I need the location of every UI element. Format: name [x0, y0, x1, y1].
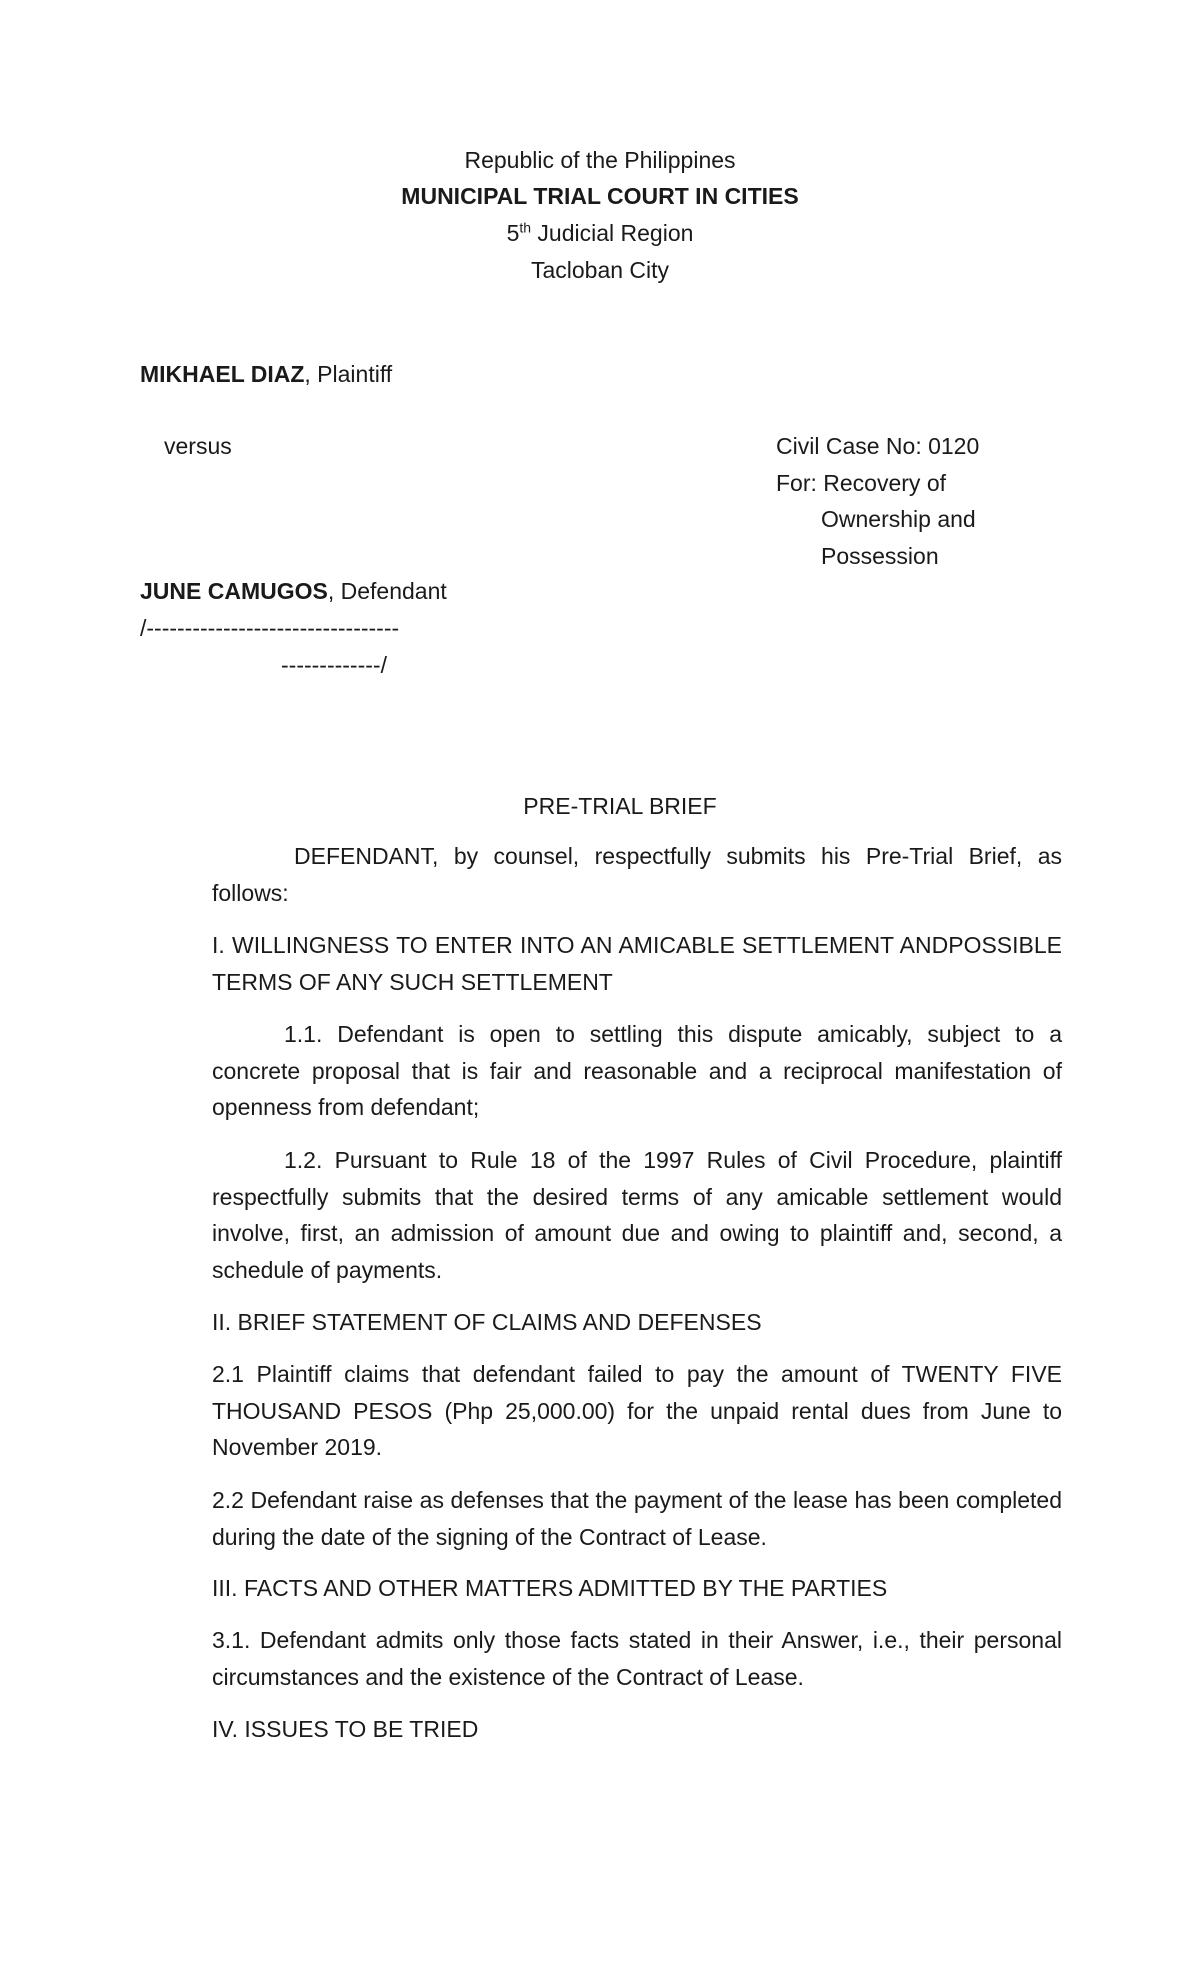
plaintiff-name: MIKHAEL DIAZ	[140, 361, 305, 387]
intro-paragraph: DEFENDANT, by counsel, respectfully submits his Pre-Trial Brief, as follows:	[212, 843, 1062, 906]
plaintiff-role: , Plaintiff	[304, 361, 393, 387]
paragraph-1-1: 1.1. Defendant is open to settling this dispute amicably, subject to a concrete proposal that is fair and reasonable and a reciprocal manifestation of openness from defendant;	[212, 1021, 1062, 1120]
section-1-heading: I. WILLINGNESS TO ENTER INTO AN AMICABLE SETTLEMENT ANDPOSSIBLE TERMS OF ANY SUCH SETTLEMENT	[212, 932, 1062, 995]
versus-label: versus	[164, 433, 232, 459]
republic-line: Republic of the Philippines	[464, 147, 736, 173]
region-number: 5	[506, 220, 520, 246]
case-for-line1: For: Recovery of	[776, 469, 946, 496]
case-details	[776, 428, 979, 574]
caption-divider-1: /---------------------------------	[140, 615, 400, 641]
region-suffix: th	[519, 219, 532, 236]
case-number: Civil Case No: 0120	[776, 433, 980, 459]
paragraph-1-2: 1.2. Pursuant to Rule 18 of the 1997 Rules of Civil Procedure, plaintiff respectfully submits that the desired terms of any amicable settlement would involve, first, an admission of amount due and owing to plaintiff and, second, a schedule of payments.	[212, 1147, 1062, 1283]
city-line: Tacloban City	[530, 257, 670, 283]
region-text: Judicial Region	[531, 220, 694, 246]
judicial-region	[0, 215, 1200, 251]
caption-divider-2: -------------/	[281, 652, 387, 678]
plaintiff-line	[140, 356, 392, 392]
section-4-heading: IV. ISSUES TO BE TRIED	[212, 1716, 479, 1742]
case-for-line2: Ownership and	[821, 506, 976, 532]
paragraph-2-2: 2.2 Defendant raise as defenses that the payment of the lease has been completed during the date of the signing of the Contract of Lease.	[212, 1487, 1062, 1550]
defendant-line	[140, 573, 447, 609]
court-name: MUNICIPAL TRIAL COURT IN CITIES	[401, 183, 799, 209]
section-3-heading: III. FACTS AND OTHER MATTERS ADMITTED BY THE PARTIES	[212, 1575, 888, 1601]
defendant-name: JUNE CAMUGOS	[140, 578, 328, 604]
case-for-line3: Possession	[821, 542, 939, 569]
brief-title: PRE-TRIAL BRIEF	[523, 793, 717, 819]
paragraph-2-1: 2.1 Plaintiff claims that defendant failed to pay the amount of TWENTY FIVE THOUSAND PESOS (Php 25,000.00) for the unpaid rental dues from June to November 2019.	[212, 1361, 1062, 1460]
section-2-heading: II. BRIEF STATEMENT OF CLAIMS AND DEFENSES	[212, 1309, 762, 1335]
paragraph-3-1: 3.1. Defendant admits only those facts stated in their Answer, i.e., their personal circumstances and the existence of the Contract of Lease.	[212, 1627, 1062, 1690]
defendant-role: , Defendant	[327, 578, 447, 604]
